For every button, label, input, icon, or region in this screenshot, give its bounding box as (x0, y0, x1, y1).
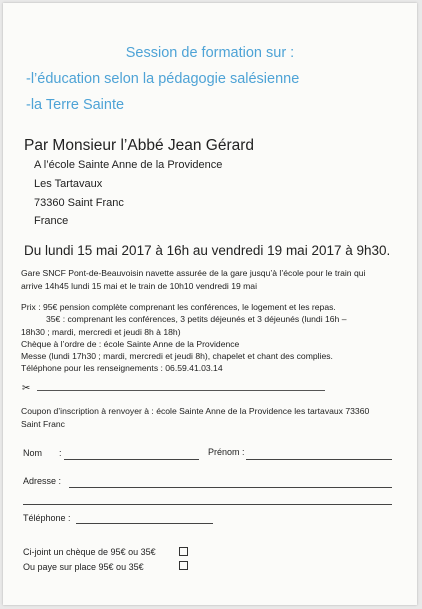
price-line-1: Prix : 95€ pension complète comprenant les conférences, le logement et les repas. (21, 302, 336, 312)
nom-field[interactable] (64, 459, 199, 460)
option-cheque-label: Ci-joint un chèque de 95€ ou 35€ (23, 547, 156, 557)
cut-line (37, 390, 325, 391)
adresse-label: Adresse : (23, 476, 62, 486)
option-onsite-label: Ou paye sur place 95€ ou 35€ (23, 562, 144, 572)
scissors-icon: ✂ (22, 383, 31, 394)
telephone-field[interactable] (76, 523, 213, 524)
coupon-line-1: Coupon d’inscription à renvoyer à : école Sainte Anne de la Providence les tartavaux 73360 (21, 406, 370, 416)
prenom-label: Prénom : (208, 447, 245, 457)
phone-info-line: Téléphone pour les renseignements : 06.59.41.03.14 (21, 363, 223, 373)
adresse-field-2[interactable] (23, 504, 392, 505)
price-line-3: 18h30 ; mardi, mercredi et jeudi 8h à 18h) (21, 327, 181, 337)
price-line-2: 35€ : comprenant les conférences, 3 petits déjeunés et 3 déjeunés (lundi 16h – (46, 314, 347, 324)
nom-label: Nom (23, 448, 43, 458)
session-title: Session de formation sur : (125, 45, 295, 61)
coupon-line-2: Saint Franc (21, 419, 65, 429)
speaker-name: Par Monsieur l’Abbé Jean Gérard (24, 137, 255, 154)
topic-education: -l’éducation selon la pédagogie salésienne (26, 71, 300, 87)
address-line-city: 73360 Saint Franc (34, 197, 124, 209)
adresse-field-1[interactable] (69, 487, 392, 488)
telephone-label: Téléphone : (23, 513, 71, 523)
flyer-page (3, 3, 417, 605)
transport-line-1: Gare SNCF Pont-de-Beauvoisin navette assurée de la gare jusqu’à l’école pour le train qui (21, 268, 366, 278)
cheque-line: Chèque à l’ordre de : école Sainte Anne de la Providence (21, 339, 240, 349)
session-dates: Du lundi 15 mai 2017 à 16h au vendredi 19 mai 2017 à 9h30. (24, 243, 391, 258)
prenom-field[interactable] (246, 459, 392, 460)
mass-line: Messe (lundi 17h30 ; mardi, mercredi et jeudi 8h), chapelet et chant des complies. (21, 351, 333, 361)
option-cheque-checkbox[interactable] (179, 547, 188, 556)
address-line-school: A l’école Sainte Anne de la Providence (34, 159, 223, 171)
topic-holy-land: -la Terre Sainte (26, 97, 125, 113)
nom-colon: : (59, 448, 62, 458)
option-onsite-checkbox[interactable] (179, 561, 188, 570)
address-line-country: France (34, 215, 69, 227)
transport-line-2: arrive 14h45 lundi 15 mai et le train de 10h10 vendredi 19 mai (21, 281, 258, 291)
address-line-place: Les Tartavaux (34, 178, 103, 190)
